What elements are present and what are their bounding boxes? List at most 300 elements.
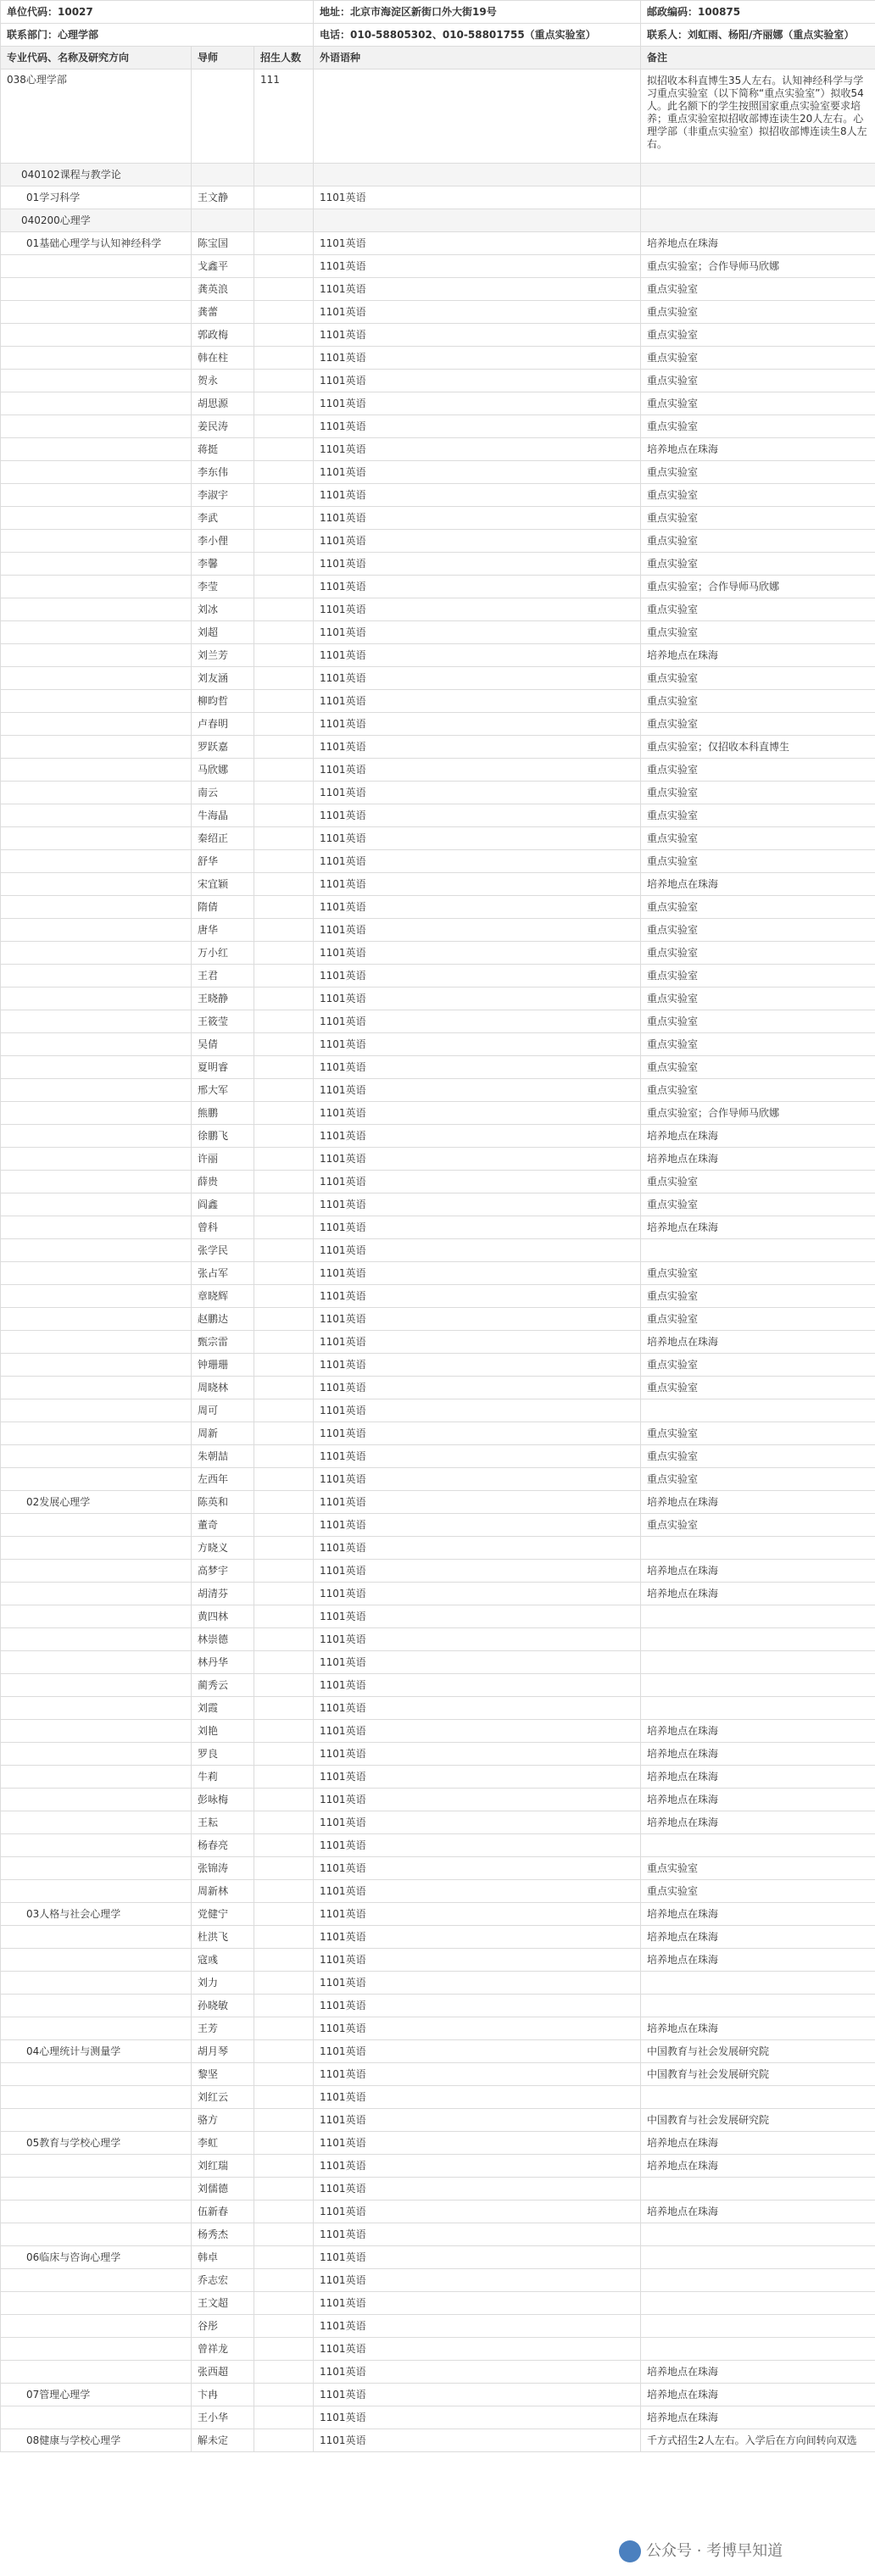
language-cell: 1101英语 [314, 1377, 641, 1399]
note-cell: 重点实验室 [641, 370, 875, 392]
note-cell: 重点实验室 [641, 1377, 875, 1399]
direction-cell [1, 804, 192, 827]
direction-cell [1, 736, 192, 759]
language-cell: 1101英语 [314, 1056, 641, 1079]
language-cell: 1101英语 [314, 2338, 641, 2361]
language-cell: 1101英语 [314, 1216, 641, 1239]
table-row [1, 1239, 875, 1262]
table-row [1, 576, 875, 598]
quota-cell [254, 370, 314, 392]
note-cell: 培养地点在珠海 [641, 1125, 875, 1148]
advisor-cell: 李淑宇 [192, 484, 254, 507]
direction-cell [1, 2155, 192, 2178]
table-row [1, 2132, 875, 2155]
direction-cell [1, 301, 192, 324]
quota-cell [254, 255, 314, 278]
advisor-cell: 万小红 [192, 942, 254, 965]
note-cell: 重点实验室 [641, 1445, 875, 1468]
table-row [1, 415, 875, 438]
contact-person: 联系人：刘虹雨、杨阳/齐丽娜（重点实验室） [641, 24, 875, 47]
advisor-cell: 吴倩 [192, 1033, 254, 1056]
direction-cell [1, 1079, 192, 1102]
note-cell: 重点实验室 [641, 392, 875, 415]
note-cell: 重点实验室 [641, 484, 875, 507]
language-cell: 1101英语 [314, 1445, 641, 1468]
table-row [1, 2384, 875, 2406]
direction-cell [1, 2017, 192, 2040]
language-cell: 1101英语 [314, 2132, 641, 2155]
table-row [1, 1834, 875, 1857]
table-row [1, 1354, 875, 1377]
advisor-cell: 韩卓 [192, 2246, 254, 2269]
quota-cell [254, 1903, 314, 1926]
quota-cell [254, 2063, 314, 2086]
language-cell: 1101英语 [314, 1880, 641, 1903]
language-cell: 1101英语 [314, 667, 641, 690]
table-row [1, 1331, 875, 1354]
note-cell: 重点实验室 [641, 1056, 875, 1079]
direction-cell [1, 1972, 192, 1995]
direction-cell [1, 1422, 192, 1445]
advisor-cell: 刘兰芳 [192, 644, 254, 667]
table-row [1, 2429, 875, 2452]
direction-cell [1, 1720, 192, 1743]
note-cell: 重点实验室 [641, 965, 875, 988]
note-cell: 培养地点在珠海 [641, 1811, 875, 1834]
quota-cell [254, 2384, 314, 2406]
language-cell: 1101英语 [314, 965, 641, 988]
advisor-cell: 谷彤 [192, 2315, 254, 2338]
language-cell: 1101英语 [314, 827, 641, 850]
advisor-cell: 周新林 [192, 1880, 254, 1903]
note-cell: 培养地点在珠海 [641, 1560, 875, 1583]
note-cell: 重点实验室 [641, 324, 875, 347]
table-row [1, 530, 875, 553]
advisor-cell: 刘红云 [192, 2086, 254, 2109]
language-cell: 1101英语 [314, 1789, 641, 1811]
language-cell: 1101英语 [314, 1514, 641, 1537]
quota-cell [254, 919, 314, 942]
direction-cell [1, 850, 192, 873]
note-cell: 重点实验室 [641, 667, 875, 690]
language-cell: 1101英语 [314, 1766, 641, 1789]
direction-cell [1, 782, 192, 804]
note-cell: 重点实验室 [641, 1468, 875, 1491]
table-row [1, 1583, 875, 1605]
language-cell: 1101英语 [314, 1262, 641, 1285]
header-note: 备注 [641, 47, 875, 70]
table-row [1, 1102, 875, 1125]
note-cell: 重点实验室；合作导师马欣娜 [641, 576, 875, 598]
direction-cell [1, 2361, 192, 2384]
table-row [1, 2246, 875, 2269]
table-row [1, 1422, 875, 1445]
table-row [1, 804, 875, 827]
quota-cell [254, 1995, 314, 2017]
table-row [1, 553, 875, 576]
advisor-cell: 彭咏梅 [192, 1789, 254, 1811]
quota-cell [254, 278, 314, 301]
note-cell: 培养地点在珠海 [641, 1903, 875, 1926]
quota-cell [254, 873, 314, 896]
note-cell [641, 1674, 875, 1697]
quota-cell [254, 1720, 314, 1743]
language-cell: 1101英语 [314, 255, 641, 278]
language-cell: 1101英语 [314, 278, 641, 301]
table-row [1, 255, 875, 278]
table-row [1, 2292, 875, 2315]
quota-cell [254, 942, 314, 965]
note-cell: 重点实验室 [641, 1308, 875, 1331]
direction-cell: 04心理统计与测量学 [1, 2040, 192, 2063]
info-row-2 [1, 24, 875, 47]
table-row [1, 438, 875, 461]
direction-cell [1, 1445, 192, 1468]
advisor-cell: 蔺秀云 [192, 1674, 254, 1697]
table-row [1, 2315, 875, 2338]
language-cell: 1101英语 [314, 598, 641, 621]
note-cell: 重点实验室 [641, 988, 875, 1010]
advisor-cell: 刘友涵 [192, 667, 254, 690]
advisor-cell: 骆方 [192, 2109, 254, 2132]
language-cell: 1101英语 [314, 1605, 641, 1628]
note-cell [641, 1972, 875, 1995]
note-cell [641, 1834, 875, 1857]
language-cell: 1101英语 [314, 850, 641, 873]
quota-cell [254, 1766, 314, 1789]
direction-cell [1, 1033, 192, 1056]
direction-cell [1, 2406, 192, 2429]
advisor-cell: 刘冰 [192, 598, 254, 621]
direction-cell [1, 415, 192, 438]
note-cell: 重点实验室；仅招收本科直博生 [641, 736, 875, 759]
quota-cell [254, 1308, 314, 1331]
quota-cell [254, 2200, 314, 2223]
quota-cell [254, 2178, 314, 2200]
phone: 电话：010-58805302、010-58801755（重点实验室） [314, 24, 641, 47]
advisor-cell: 薛贵 [192, 1171, 254, 1193]
language-cell: 1101英语 [314, 1193, 641, 1216]
quota-cell [254, 827, 314, 850]
table-row [1, 1216, 875, 1239]
note-cell: 中国教育与社会发展研究院 [641, 2109, 875, 2132]
table-row [1, 2155, 875, 2178]
advisor-cell: 杨秀杰 [192, 2223, 254, 2246]
direction-cell [1, 1926, 192, 1949]
header-quota: 招生人数 [254, 47, 314, 70]
address: 地址：北京市海淀区新街口外大街19号 [314, 1, 641, 24]
advisor-cell: 徐鹏飞 [192, 1125, 254, 1148]
language-cell: 1101英语 [314, 2155, 641, 2178]
note-cell: 培养地点在珠海 [641, 438, 875, 461]
advisor-cell: 胡清芬 [192, 1583, 254, 1605]
table-row [1, 1308, 875, 1331]
note-cell: 重点实验室 [641, 1880, 875, 1903]
language-cell: 1101英语 [314, 1720, 641, 1743]
quota-cell [254, 598, 314, 621]
table-row [1, 1766, 875, 1789]
direction-cell [1, 896, 192, 919]
direction-cell [1, 598, 192, 621]
language-cell: 1101英语 [314, 1102, 641, 1125]
note-cell: 重点实验室 [641, 1262, 875, 1285]
advisor-cell: 董奇 [192, 1514, 254, 1537]
note-cell: 培养地点在珠海 [641, 1491, 875, 1514]
quota-cell [254, 1468, 314, 1491]
major-label: 040102课程与教学论 [1, 164, 192, 186]
direction-cell [1, 988, 192, 1010]
language-cell: 1101英语 [314, 1903, 641, 1926]
quota-cell [254, 804, 314, 827]
direction-cell [1, 1399, 192, 1422]
table-row [1, 2406, 875, 2429]
table-row [1, 1010, 875, 1033]
direction-cell [1, 667, 192, 690]
quota-cell [254, 2040, 314, 2063]
advisor-cell: 林丹华 [192, 1651, 254, 1674]
direction-cell [1, 2178, 192, 2200]
quota-cell [254, 713, 314, 736]
note-cell: 培养地点在珠海 [641, 1743, 875, 1766]
language-cell: 1101英语 [314, 1010, 641, 1033]
direction-cell: 08健康与学校心理学 [1, 2429, 192, 2452]
language-cell: 1101英语 [314, 1033, 641, 1056]
direction-cell [1, 965, 192, 988]
advisor-cell: 秦绍正 [192, 827, 254, 850]
quota-cell [254, 1010, 314, 1033]
quota-cell [254, 1789, 314, 1811]
advisor-cell: 熊鹏 [192, 1102, 254, 1125]
language-cell: 1101英语 [314, 1308, 641, 1331]
language-cell: 1101英语 [314, 1399, 641, 1422]
quota-cell [254, 1422, 314, 1445]
advisor-cell: 贺永 [192, 370, 254, 392]
quota-cell [254, 736, 314, 759]
language-cell: 1101英语 [314, 1674, 641, 1697]
table-row [1, 1445, 875, 1468]
note-cell: 重点实验室 [641, 690, 875, 713]
advisor-cell: 王文静 [192, 186, 254, 209]
quota-cell [254, 1216, 314, 1239]
table-row [1, 827, 875, 850]
quota-cell [254, 1743, 314, 1766]
advisor-cell: 胡思源 [192, 392, 254, 415]
advisor-cell: 高梦宇 [192, 1560, 254, 1583]
note-cell [641, 2246, 875, 2269]
table-row [1, 1903, 875, 1926]
language-cell: 1101英语 [314, 759, 641, 782]
quota-cell [254, 1560, 314, 1583]
direction-cell [1, 553, 192, 576]
language-cell: 1101英语 [314, 1697, 641, 1720]
table-row [1, 301, 875, 324]
table-row [1, 507, 875, 530]
note-cell: 重点实验室 [641, 804, 875, 827]
direction-cell: 06临床与咨询心理学 [1, 2246, 192, 2269]
language-cell: 1101英语 [314, 553, 641, 576]
direction-cell [1, 370, 192, 392]
language-cell: 1101英语 [314, 507, 641, 530]
advisor-cell: 阎鑫 [192, 1193, 254, 1216]
language-cell: 1101英语 [314, 1468, 641, 1491]
language-cell: 1101英语 [314, 690, 641, 713]
note-cell: 培养地点在珠海 [641, 232, 875, 255]
quota-cell [254, 1193, 314, 1216]
language-cell: 1101英语 [314, 1537, 641, 1560]
quota-cell [254, 1239, 314, 1262]
table-row [1, 1262, 875, 1285]
direction-cell [1, 759, 192, 782]
advisor-cell: 杨春亮 [192, 1834, 254, 1857]
advisor-cell: 黎坚 [192, 2063, 254, 2086]
note-cell: 重点实验室 [641, 942, 875, 965]
advisor-cell: 罗良 [192, 1743, 254, 1766]
advisor-cell: 龚英浪 [192, 278, 254, 301]
language-cell: 1101英语 [314, 415, 641, 438]
quota-cell [254, 2338, 314, 2361]
note-cell: 重点实验室 [641, 621, 875, 644]
quota-cell [254, 576, 314, 598]
note-cell: 重点实验室 [641, 1422, 875, 1445]
quota-cell [254, 896, 314, 919]
direction-cell [1, 2315, 192, 2338]
advisor-cell: 张锦涛 [192, 1857, 254, 1880]
direction-cell [1, 461, 192, 484]
language-cell: 1101英语 [314, 1857, 641, 1880]
direction-cell [1, 278, 192, 301]
major-advisor [192, 209, 254, 232]
advisor-cell: 刘儒德 [192, 2178, 254, 2200]
language-cell: 1101英语 [314, 1125, 641, 1148]
table-row [1, 713, 875, 736]
advisor-cell: 甄宗雷 [192, 1331, 254, 1354]
advisor-cell: 李小俚 [192, 530, 254, 553]
language-cell: 1101英语 [314, 942, 641, 965]
advisor-cell: 陈宝国 [192, 232, 254, 255]
advisor-cell: 马欣娜 [192, 759, 254, 782]
language-cell: 1101英语 [314, 1834, 641, 1857]
advisor-cell: 张占军 [192, 1262, 254, 1285]
advisor-cell: 王文超 [192, 2292, 254, 2315]
language-cell: 1101英语 [314, 370, 641, 392]
table-row [1, 1468, 875, 1491]
note-cell: 培养地点在珠海 [641, 873, 875, 896]
direction-cell [1, 1560, 192, 1583]
note-cell: 重点实验室；合作导师马欣娜 [641, 255, 875, 278]
quota-cell [254, 690, 314, 713]
language-cell: 1101英语 [314, 896, 641, 919]
department-advisor [192, 70, 254, 164]
table-row [1, 690, 875, 713]
table-row [1, 621, 875, 644]
department-row [1, 70, 875, 164]
direction-cell [1, 1285, 192, 1308]
table-row [1, 1079, 875, 1102]
direction-cell: 07管理心理学 [1, 2384, 192, 2406]
advisor-cell: 黄四林 [192, 1605, 254, 1628]
advisor-cell: 寇彧 [192, 1949, 254, 1972]
language-cell: 1101英语 [314, 1171, 641, 1193]
advisor-cell: 章晓辉 [192, 1285, 254, 1308]
note-cell: 重点实验室 [641, 415, 875, 438]
table-row [1, 644, 875, 667]
language-cell: 1101英语 [314, 1972, 641, 1995]
quota-cell [254, 1056, 314, 1079]
note-cell: 培养地点在珠海 [641, 644, 875, 667]
language-cell: 1101英语 [314, 2406, 641, 2429]
note-cell [641, 1537, 875, 1560]
language-cell: 1101英语 [314, 2178, 641, 2200]
note-cell [641, 2338, 875, 2361]
language-cell: 1101英语 [314, 644, 641, 667]
quota-cell [254, 644, 314, 667]
note-cell: 培养地点在珠海 [641, 1766, 875, 1789]
advisor-cell: 曾祥龙 [192, 2338, 254, 2361]
direction-cell: 02发展心理学 [1, 1491, 192, 1514]
language-cell: 1101英语 [314, 1422, 641, 1445]
quota-cell [254, 301, 314, 324]
table-row [1, 1171, 875, 1193]
direction-cell [1, 2200, 192, 2223]
postcode: 邮政编码：100875 [641, 1, 875, 24]
advisor-cell: 李馨 [192, 553, 254, 576]
direction-cell [1, 1674, 192, 1697]
language-cell: 1101英语 [314, 2315, 641, 2338]
table-row [1, 1880, 875, 1903]
note-cell: 重点实验室 [641, 1354, 875, 1377]
direction-cell [1, 438, 192, 461]
table-row [1, 1377, 875, 1399]
direction-cell [1, 1056, 192, 1079]
note-cell: 培养地点在珠海 [641, 1949, 875, 1972]
note-cell: 重点实验室 [641, 598, 875, 621]
direction-cell [1, 2223, 192, 2246]
advisor-cell: 许丽 [192, 1148, 254, 1171]
contact-department: 联系部门：心理学部 [1, 24, 314, 47]
direction-cell [1, 1857, 192, 1880]
language-cell: 1101英语 [314, 1354, 641, 1377]
direction-cell: 03人格与社会心理学 [1, 1903, 192, 1926]
direction-cell [1, 484, 192, 507]
language-cell: 1101英语 [314, 461, 641, 484]
department-name: 038心理学部 [1, 70, 192, 164]
table-row [1, 1514, 875, 1537]
quota-cell [254, 1926, 314, 1949]
language-cell: 1101英语 [314, 2292, 641, 2315]
major-language [314, 209, 641, 232]
major-row [1, 164, 875, 186]
note-cell: 千方式招生2人左右。入学后在方向间转向双选 [641, 2429, 875, 2452]
advisor-cell: 刘红瑞 [192, 2155, 254, 2178]
advisor-cell: 李虹 [192, 2132, 254, 2155]
table-row [1, 2063, 875, 2086]
direction-cell [1, 827, 192, 850]
direction-cell [1, 942, 192, 965]
table-row [1, 1491, 875, 1514]
language-cell: 1101英语 [314, 1079, 641, 1102]
direction-cell [1, 1468, 192, 1491]
header-row [1, 47, 875, 70]
advisor-cell: 卢春明 [192, 713, 254, 736]
language-cell: 1101英语 [314, 713, 641, 736]
table-row [1, 2338, 875, 2361]
quota-cell [254, 2017, 314, 2040]
quota-cell [254, 1880, 314, 1903]
advisor-cell: 罗跃嘉 [192, 736, 254, 759]
advisor-cell: 解未定 [192, 2429, 254, 2452]
language-cell: 1101英语 [314, 873, 641, 896]
note-cell: 重点实验室 [641, 278, 875, 301]
